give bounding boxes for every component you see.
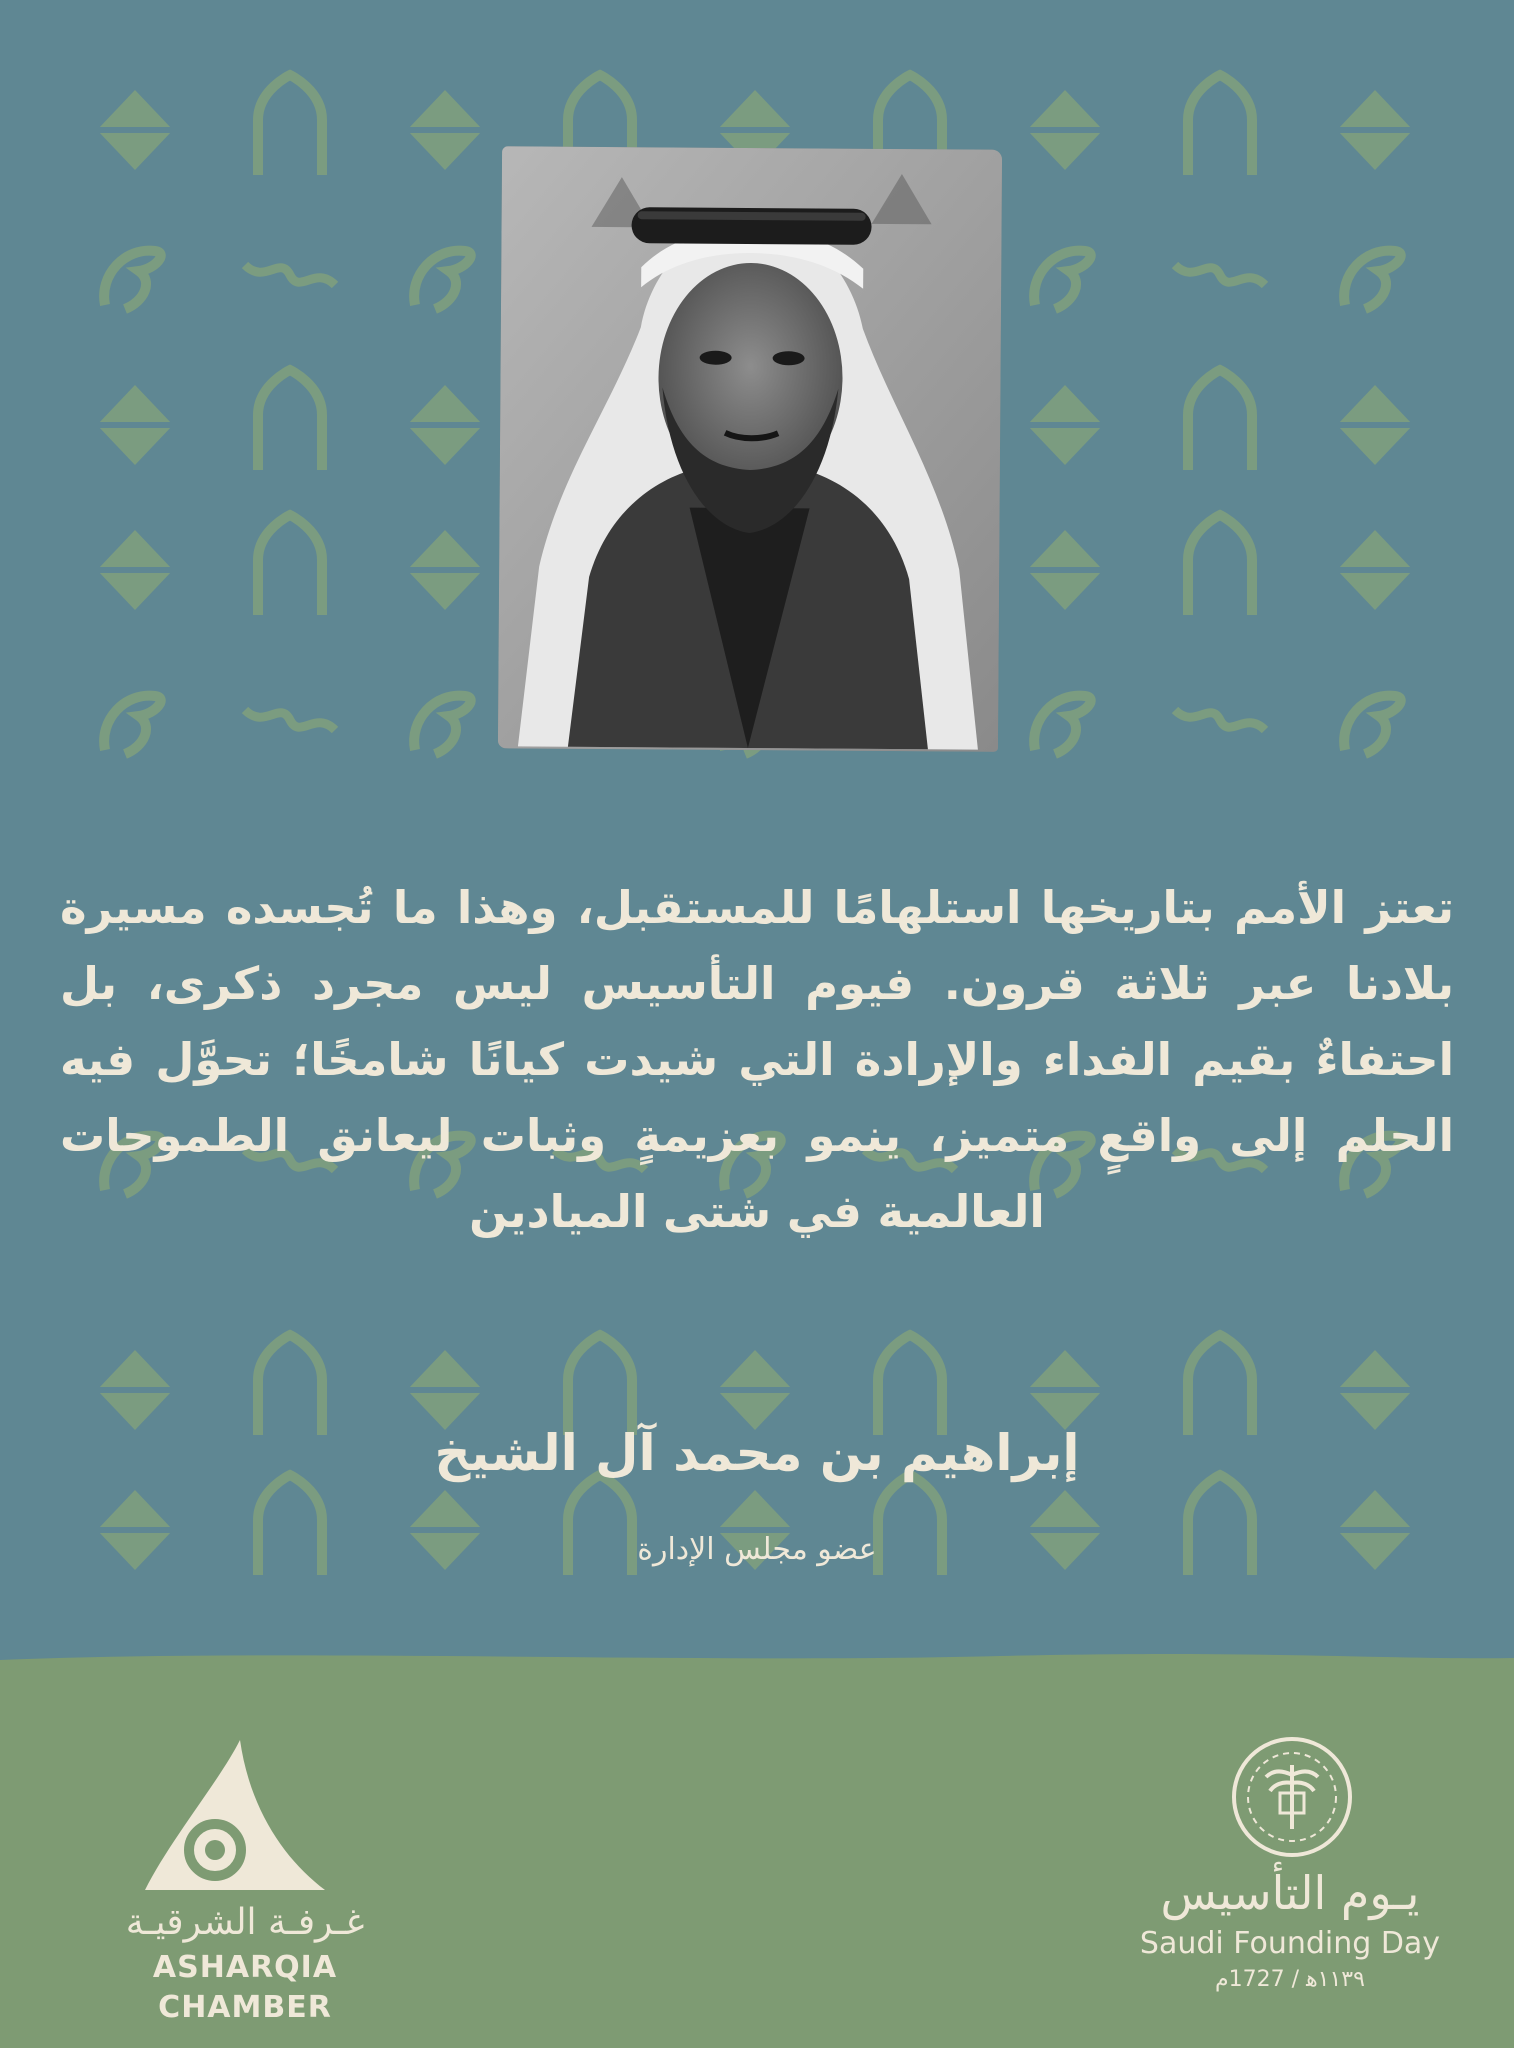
pattern-motif: [1034, 696, 1091, 754]
pattern-motif: [104, 696, 161, 754]
pattern-motif: [414, 251, 471, 309]
pattern-motif: [245, 710, 335, 730]
pattern-motif: [1188, 515, 1252, 615]
person-role: عضو مجلس الإدارة: [637, 1532, 877, 1567]
pattern-motif: [1175, 710, 1265, 730]
pattern-motif: [258, 370, 322, 470]
pattern-motif: [258, 515, 322, 615]
chamber-name-english: ASHARQIA CHAMBER: [152, 1950, 338, 2025]
pattern-motif: [1188, 75, 1252, 175]
pattern-motif: [414, 696, 471, 754]
asharqia-chamber-logo: [80, 1740, 410, 2025]
person-name: إبراهيم بن محمد آل الشيخ: [434, 1424, 1080, 1482]
founding-day-emblem-icon: [1230, 1735, 1354, 1859]
founding-day-arabic: يـوم التأسيس: [1160, 1866, 1420, 1920]
asharqia-sail-logo-icon: [110, 1740, 330, 1895]
founding-day-logo: [1130, 1735, 1450, 2005]
pattern-motif: [1034, 251, 1091, 309]
portrait-illustration: [498, 146, 1002, 751]
portrait-photo: [498, 146, 1002, 751]
pattern-motif: [1344, 251, 1401, 309]
founding-day-english: Saudi Founding Day: [1139, 1926, 1441, 1961]
pattern-motif: [1344, 696, 1401, 754]
pattern-motif: [1175, 265, 1265, 285]
quote-text: تعتز الأمم بتاريخها استلهامًا للمستقبل، وهذا ما تُجسده مسيرة بلادنا عبر ثلاثة قرون. فيوم التأسيس ليس مجرد ذكرى، بل احتفاءٌ بقيم الفداء والإرادة التي شيدت كيانًا شامخًا؛ تحوَّل فيه الحلم إلى واقعٍ متميز، ينمو بعزيمةٍ وثبات ليعانق الطموحات العالمية في شتى الميادين: [60, 881, 1454, 1238]
pattern-motif: [258, 75, 322, 175]
pattern-motif: [104, 251, 161, 309]
pattern-motif: [245, 265, 335, 285]
chamber-name-arabic: غـرفـة الشرقيـة: [125, 1902, 365, 1943]
founding-day-date: ١١٣٩ﻫ / 1727م: [1215, 1967, 1365, 1992]
pattern-motif: [1188, 370, 1252, 470]
band-curve: [0, 1630, 1514, 1690]
